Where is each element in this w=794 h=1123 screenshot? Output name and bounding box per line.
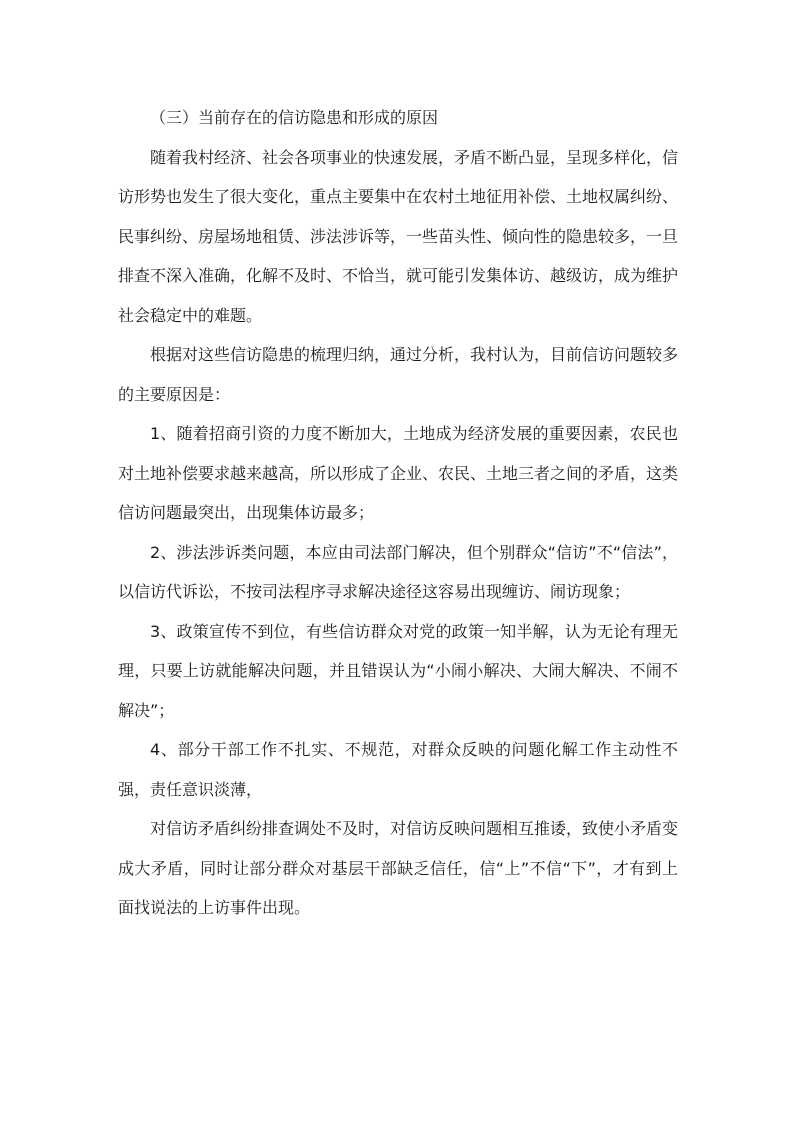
section-heading: （三）当前存在的信访隐患和形成的原因: [150, 108, 439, 127]
paragraph-4: 2、涉法涉诉类问题，本应由司法部门解决，但个别群众“信访”不“信法”，以信访代诉讼，不按司法程序寻求解决途径这容易出现缠访、闹访现象；: [118, 542, 678, 601]
paragraph-6: 4、部分干部工作不扎实、不规范，对群众反映的问题化解工作主动性不强，责任意识淡薄，: [118, 740, 678, 799]
paragraph-2: 根据对这些信访隐患的梳理归纳，通过分析，我村认为，目前信访问题较多的主要原因是：: [118, 345, 679, 404]
paragraph-5: 3、政策宣传不到位，有些信访群众对党的政策一知半解，认为无论有理无理，只要上访就能解决问题，并且错误认为“小闹小解决、大闹大解决、不闹不解决”；: [118, 621, 678, 720]
document-body: [118, 98, 678, 928]
paragraph-1: 随着我村经济、社会各项事业的快速发展，矛盾不断凸显，呈现多样化，信访形势也发生了很大变化，重点主要集中在农村土地征用补偿、土地权属纠纷、民事纠纷、房屋场地租赁、涉法涉诉等，一些苗头性、倾向性的隐患较多，一旦排查不深入准确，化解不及时、不恰当，就可能引发集体访、越级访，成为维护社会稳定中的难题。: [118, 147, 679, 325]
paragraph-7: 对信访矛盾纠纷排查调处不及时，对信访反映问题相互推诿，致使小矛盾变成大矛盾，同时让部分群众对基层干部缺乏信任，信“上”不信“下”，才有到上面找说法的上访事件出现。: [118, 819, 679, 917]
paragraph-3: 1、随着招商引资的力度不断加大，土地成为经济发展的重要因素，农民也对土地补偿要求越来越高，所以形成了企业、农民、土地三者之间的矛盾，这类信访问题最突出，出现集体访最多；: [118, 424, 679, 522]
